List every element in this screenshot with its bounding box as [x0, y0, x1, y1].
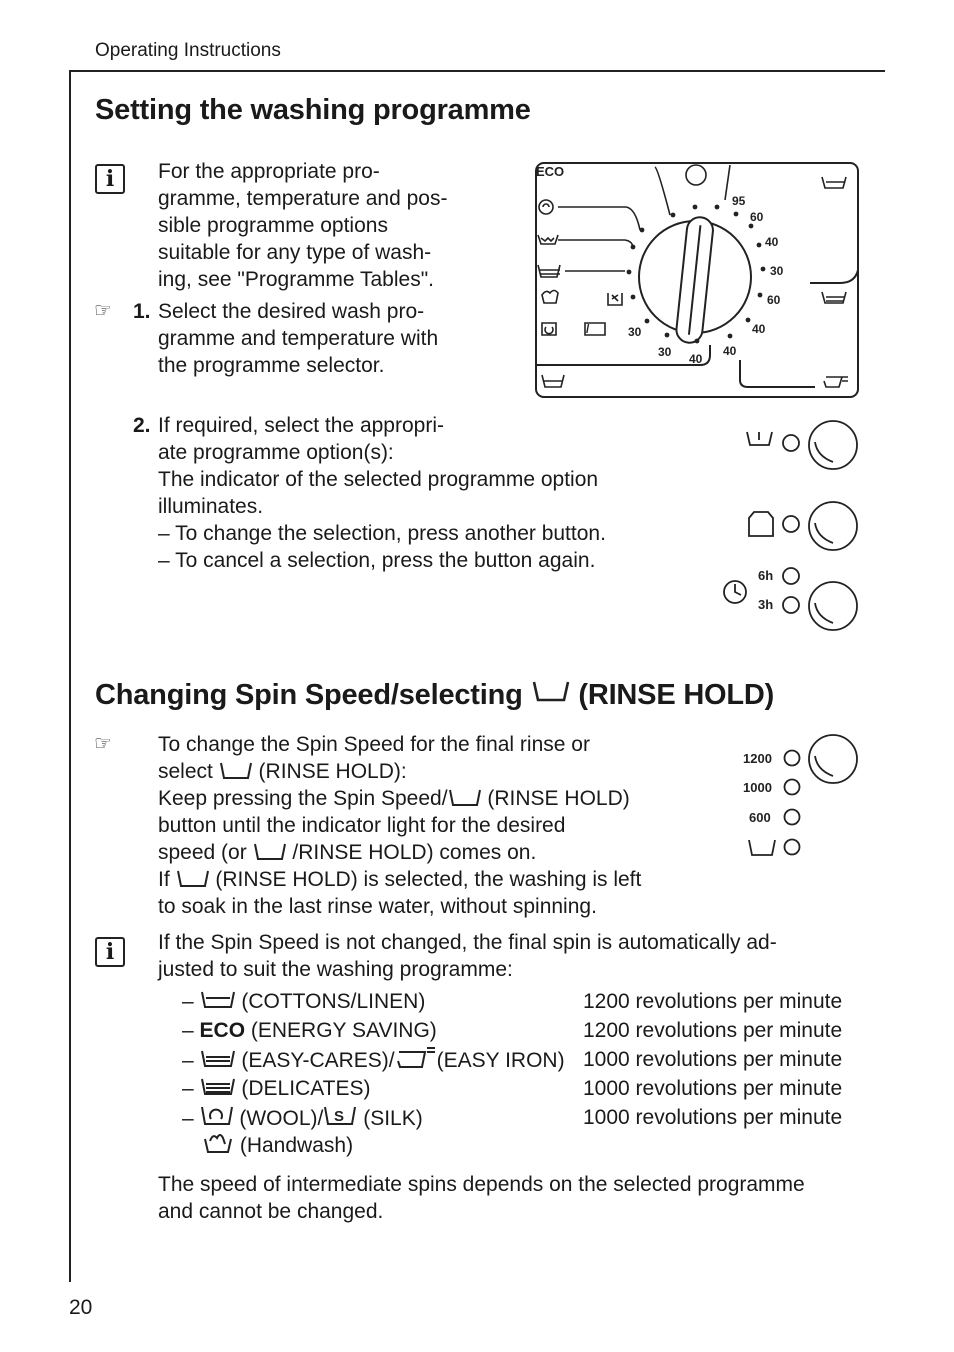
svg-text:60: 60 — [767, 293, 781, 307]
svg-text:/: / — [586, 322, 590, 336]
list-item: – (WOOL)/ S (SILK) — [182, 1104, 423, 1132]
list-item-value: 1200 revolutions per minute — [583, 990, 843, 1013]
option-buttons-panel — [715, 412, 865, 637]
list-item: – (EASY-CARES)/ (EASY IRON) — [182, 1046, 565, 1074]
rinse-hold-icon — [219, 761, 253, 781]
rinse-hold-icon — [448, 788, 482, 808]
svg-text:30: 30 — [658, 345, 672, 359]
timer-3h-label: 3h — [758, 597, 774, 612]
step-number-2: 2. — [133, 414, 151, 437]
silk-icon — [323, 1104, 357, 1128]
info-paragraph: For the appropriate pro- gramme, temperature and pos- sible programme options suitable for any type of wash- ing, see "Programme Tables". — [158, 160, 448, 291]
easy-iron-icon — [395, 1046, 437, 1070]
rinse-hold-icon — [253, 842, 287, 862]
pointing-hand-icon: ☞ — [94, 733, 112, 755]
svg-text:40: 40 — [765, 235, 779, 249]
list-item: – (DELICATES) — [182, 1077, 371, 1100]
svg-text:40: 40 — [723, 344, 737, 358]
spin-speed-panel — [735, 730, 865, 865]
svg-text:60: 60 — [750, 210, 764, 224]
svg-text:40: 40 — [752, 322, 766, 336]
info-spin-paragraph: If the Spin Speed is not changed, the final spin is automatically ad- justed to suit the washing programme: — [158, 931, 777, 981]
pointing-hand-icon: ☞ — [94, 300, 112, 322]
info-icon: i — [95, 164, 125, 194]
step-number-1: 1. — [133, 300, 151, 323]
svg-text:30: 30 — [770, 264, 784, 278]
header-title: Operating Instructions — [95, 40, 281, 61]
header-rule — [69, 70, 885, 72]
list-item-value: 1000 revolutions per minute — [583, 1048, 843, 1071]
section-title-spin-speed: Changing Spin Speed/selecting (RINSE HOLD) — [95, 679, 775, 711]
programme-selector-panel — [530, 155, 865, 405]
timer-6h-label: 6h — [758, 568, 774, 583]
step-1-text: Select the desired wash pro- gramme and temperature with the programme selector. — [158, 300, 439, 377]
list-item-value: 1200 revolutions per minute — [583, 1019, 843, 1042]
spin-1000-label: 1000 — [743, 780, 772, 795]
handwash-icon — [202, 1131, 234, 1155]
easy-care-icon — [200, 1048, 236, 1070]
intermediate-spin-note: The speed of intermediate spins depends on the selected programme and cannot be changed. — [158, 1173, 805, 1223]
margin-rule — [69, 70, 71, 1282]
eco-label: ECO — [536, 164, 565, 179]
list-item: – ECO (ENERGY SAVING) — [182, 1019, 437, 1042]
rinse-hold-icon — [531, 678, 571, 706]
delicates-icon — [200, 1076, 236, 1098]
page-number: 20 — [69, 1296, 93, 1319]
spin-1200-label: 1200 — [743, 751, 772, 766]
list-item: (Handwash) — [202, 1131, 353, 1159]
svg-text:30: 30 — [628, 325, 642, 339]
info-icon: i — [95, 937, 125, 967]
svg-text:40: 40 — [689, 352, 703, 366]
list-item-value: 1000 revolutions per minute — [583, 1077, 843, 1100]
list-item: – (COTTONS/LINEN) — [182, 990, 426, 1013]
section-title-setting-programme: Setting the washing programme — [95, 94, 531, 126]
svg-text:S: S — [334, 1108, 345, 1125]
wool-icon — [200, 1104, 234, 1128]
rinse-hold-icon — [176, 869, 210, 889]
spin-speed-instructions: To change the Spin Speed for the final rinse or select (RINSE HOLD): Keep pressing the Spin Speed/ (RINSE HOLD) button until the indicator light for the desired speed (or /RINSE HOLD) comes on. If (RINSE HOLD) is selected, the washing is left to soak in the last rinse water, without spinning. — [158, 733, 642, 918]
step-2-text: If required, select the appropri- ate programme option(s): The indicator of the selected programme option illuminates. – To change the selection, press another button. – To cancel a selection, press the button again. — [158, 414, 606, 572]
cottons-icon — [200, 989, 236, 1011]
svg-text:95: 95 — [732, 194, 746, 208]
list-item-value: 1000 revolutions per minute — [583, 1106, 843, 1129]
spin-600-label: 600 — [749, 810, 771, 825]
